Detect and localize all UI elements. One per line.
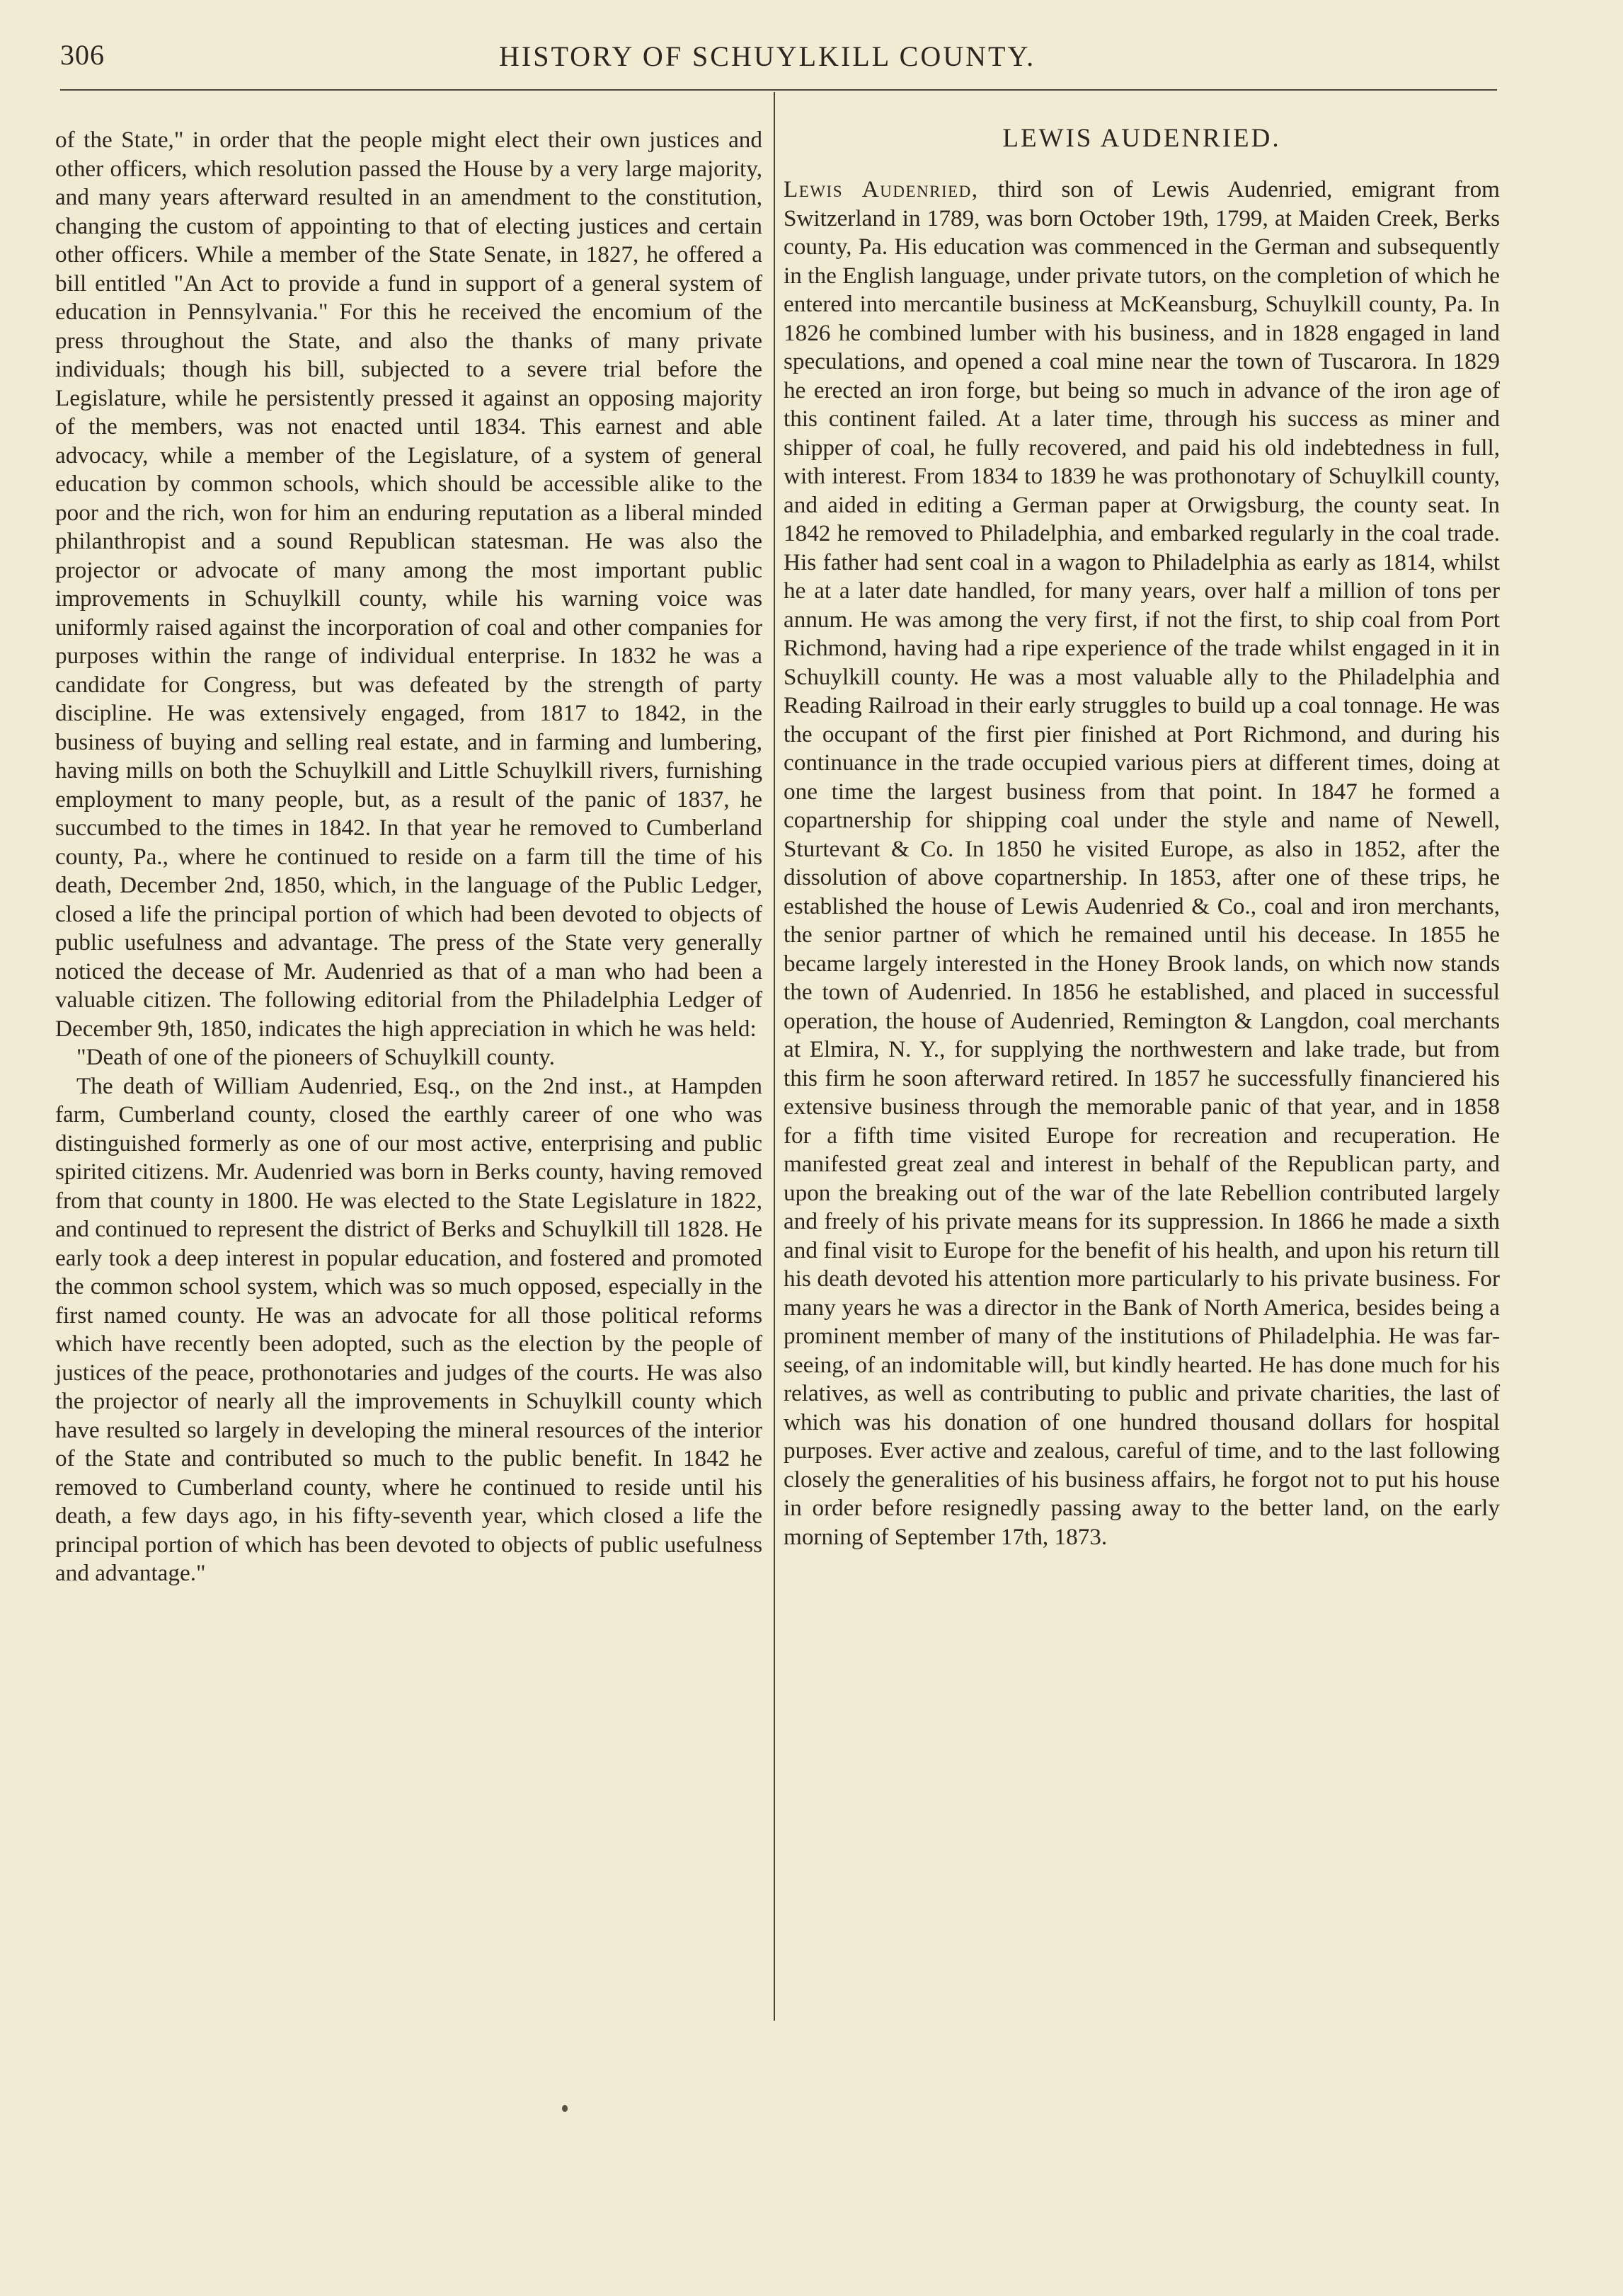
paragraph: "Death of one of the pioneers of Schuylkill county. bbox=[76, 1044, 555, 1070]
paragraph bbox=[784, 176, 1500, 1551]
paragraph: of the State," in order that the people might elect their own justices and other officers, which resolution passed the House by a very large majority, and many years afterward resulted in an amendment to the constitution, changing the custom of appointing to that of electing justices and certain other officers. While a member of the State Senate, in 1827, he offered a bill entitled "An Act to provide a fund in support of a general system of education in Pennsylvania." For this he received the encomium of the press throughout the State, and also the thanks of many private individuals; though his bill, subjected to a severe trial before the Legislature, while he persistently pressed it against an opposing majority of the members, was not enacted until 1834. This earnest and able advocacy, while a member of the Legislature, of a system of general education by common schools, which should be accessible alike to the poor and the rich, won for him an enduring reputation as a liberal minded philanthropist and a sound Republican statesman. He was also the projector or advocate of many among the most important public improvements in Schuylkill county, while his warning voice was uniformly raised against the incorporation of coal and other companies for purposes within the range of individual enterprise. In 1832 he was a candidate for Congress, but was defeated by the strength of party discipline. He was extensively engaged, from 1817 to 1842, in the business of buying and selling real estate, and in farming and lumbering, having mills on both the Schuylkill and Little Schuylkill rivers, furnishing employment to many people, but, as a result of the panic of 1837, he succumbed to the times in 1842. In that year he removed to Cumberland county, Pa., where he continued to reside on a farm till the time of his death, December 2nd, 1850, which, in the language of the Public Ledger, closed a life the principal portion of which had been devoted to objects of public usefulness and advantage. The press of the State very generally noticed the decease of Mr. Audenried as that of a man who had been a valuable citizen. The following editorial from the Philadelphia Ledger of December 9th, 1850, indicates the high appreciation in which he was held: bbox=[55, 127, 762, 1042]
ink-speck bbox=[562, 2105, 568, 2112]
right-column bbox=[784, 122, 1500, 1551]
paragraph: The death of William Audenried, Esq., on the 2nd inst., at Hampden farm, Cumberland county, closed the earthly career of one who was distinguished formerly as one of our most active, enterprising and public spirited citizens. Mr. Audenried was born in Berks county, having removed from that county in 1800. He was elected to the State Legislature in 1822, and continued to represent the district of Berks and Schuylkill till 1828. He early took a deep interest in popular education, and fostered and promoted the common school system, which was so much opposed, especially in the first named county. He was an advocate for all those political reforms which have recently been adopted, such as the election by the people of justices of the peace, prothonotaries and judges of the courts. He was also the projector of nearly all the improvements in Schuylkill county which have resulted so largely in developing the mineral resources of the interior of the State and contributed so much to the public benefit. In 1842 he removed to Cumberland county, where he continued to reside until his death, a few days ago, in his fifty-seventh year, which closed a life the principal portion of which has been devoted to objects of public usefulness and advantage." bbox=[55, 1072, 762, 1586]
page-header bbox=[60, 38, 1497, 88]
lead-name: Lewis Audenried, bbox=[784, 176, 979, 202]
article-title: LEWIS AUDENRIED. bbox=[1002, 124, 1281, 153]
left-column bbox=[55, 126, 762, 1588]
header-rule bbox=[60, 89, 1497, 91]
page-number: 306 bbox=[60, 39, 105, 71]
column-divider bbox=[774, 92, 775, 2021]
paragraph-body: third son of Lewis Audenried, emigrant from Switzerland in 1789, was born October 19th, 1799, at Maiden Creek, Berks county, Pa. His education was commenced in the German and subsequently in the English language, under private tutors, on the completion of which he entered into mercantile business at McKeansburg, Schuylkill county, Pa. In 1826 he combined lumber with his business, and in 1828 engaged in land speculations, and opened a coal mine near the town of Tuscarora. In 1829 he erected an iron forge, but being so much in advance of the iron age of this continent failed. At a later time, through his success as miner and shipper of coal, he fully recovered, and paid his old indebtedness in full, with interest. From 1834 to 1839 he was prothonotary of Schuylkill county, and aided in editing a German paper at Orwigsburg, the county seat. In 1842 he removed to Philadelphia, and embarked regularly in the coal trade. His father had sent coal in a wagon to Philadelphia as early as 1814, whilst he at a later date handled, for many years, over half a million of tons per annum. He was among the very first, if not the first, to ship coal from Port Richmond, having had a ripe experience of the trade whilst engaged in it in Schuylkill county. He was a most valuable ally to the Philadelphia and Reading Railroad in their early struggles to build up a coal tonnage. He was the occupant of the first pier finished at Port Richmond, and during his continuance in the trade occupied various piers at different times, doing at one time the largest business from that point. In 1847 he formed a copartnership for shipping coal under the style and name of Newell, Sturtevant & Co. In 1850 he visited Europe, as also in 1852, after the dissolution of above copartnership. In 1853, after one of these trips, he established the house of Lewis Audenried & Co., coal and iron merchants, the senior partner of which he remained until his decease. In 1855 he became largely interested in the Honey Brook lands, on which now stands the town of Audenried. In 1856 he established, and placed in successful operation, the house of Audenried, Remington & Langdon, coal merchants at Elmira, N. Y., for supplying the northwestern and lake trade, but from this firm he soon afterward retired. In 1857 he successfully financiered his extensive business through the memorable panic of that year, and in 1858 for a fifth time visited Europe for recreation and recuperation. He manifested great zeal and interest in behalf of the Republican party, and upon the breaking out of the war of the late Rebellion contributed largely and freely of his private means for its suppression. In 1866 he made a sixth and final visit to Europe for the benefit of his health, and upon his return till his death devoted his attention more particularly to his private business. For many years he was a director in the Bank of North America, besides being a prominent member of many of the institutions of Philadelphia. He was far-seeing, of an indomitable will, but kindly hearted. He has done much for his relatives, as well as contributing to public and private charities, the last of which was his donation of one hundred thousand dollars for hospital purposes. Ever active and zealous, careful of time, and to the last following closely the generalities of his business affairs, he forgot not to put his house in order before resignedly passing away to the better land, on the early morning of September 17th, 1873. bbox=[784, 176, 1500, 1550]
running-title: HISTORY OF SCHUYLKILL COUNTY. bbox=[499, 40, 1036, 72]
